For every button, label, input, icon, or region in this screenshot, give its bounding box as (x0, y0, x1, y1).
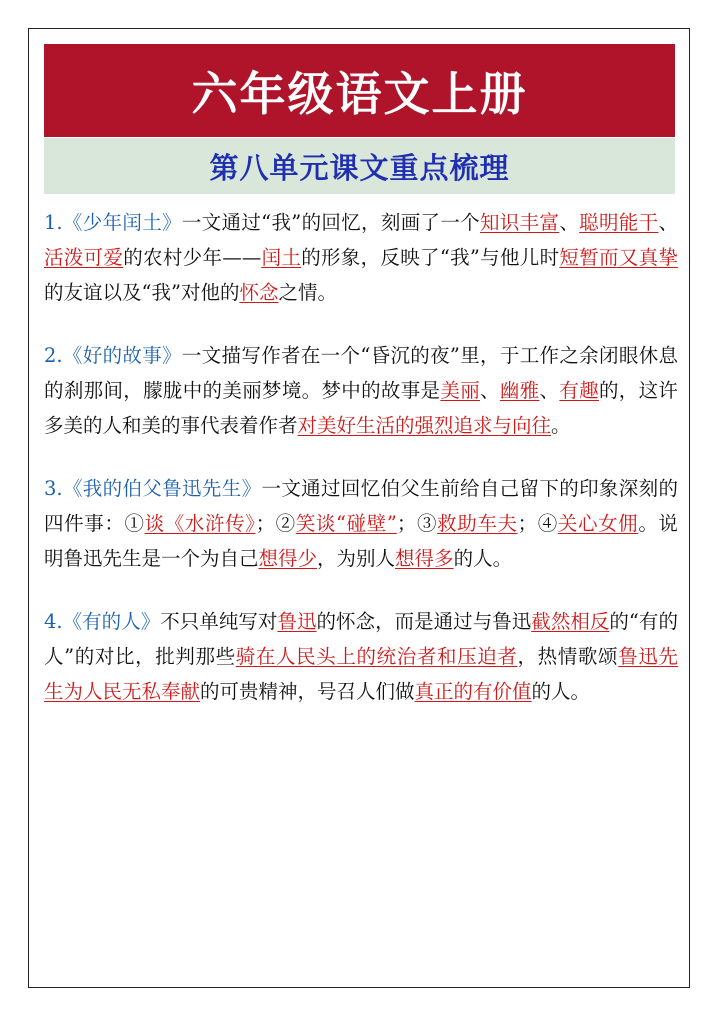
body-text: 的，这许多美的人和美的事代表着作者 (44, 379, 678, 437)
paragraph-1 (44, 205, 678, 310)
body-text: 的人。 (453, 547, 513, 570)
key-phrase: 想得少 (258, 547, 318, 570)
lesson-title: 2.《好的故事》 (44, 344, 182, 367)
body-text: 的人。 (531, 680, 591, 703)
body-text: 之情。 (278, 281, 337, 304)
key-phrase: 骑在人民头上的统治者和压迫者 (235, 645, 518, 668)
paragraph-4 (44, 604, 678, 709)
key-phrase: 知识丰富 (480, 211, 560, 234)
content-body (44, 205, 678, 737)
body-text: 、 (658, 211, 678, 234)
key-phrase: 短暂而又真挚 (559, 246, 678, 269)
body-text: 、 (539, 379, 560, 402)
key-phrase: 真正的有价值 (414, 680, 532, 703)
body-text: 的怀念，而是通过与鲁迅 (316, 610, 532, 633)
lesson-title: 4.《有的人》 (44, 610, 161, 633)
body-text: 的可贵精神，号召人们做 (200, 680, 415, 703)
key-phrase: 聪明能干 (579, 211, 659, 234)
key-phrase: 美丽 (440, 379, 481, 402)
lesson-title: 1.《少年闰土》 (44, 211, 182, 234)
body-text: 、 (480, 379, 500, 402)
key-phrase: 鲁迅先生为人民无私奉献 (44, 645, 678, 703)
body-text: 一文通过回忆伯父生前给自己留下的印象深刻的四件事：① (44, 477, 678, 535)
key-phrase: 想得多 (395, 547, 454, 570)
key-phrase: 幽雅 (499, 379, 540, 402)
paragraph-3 (44, 471, 678, 576)
body-text: 的形象，反映了“我”与他儿时 (301, 246, 560, 269)
key-phrase: 活泼可爱 (44, 246, 124, 269)
body-text: ；② (255, 512, 296, 535)
body-text: 。说明鲁迅先生是一个为自己 (44, 512, 678, 570)
lesson-title: 3.《我的伯父鲁迅先生》 (44, 477, 262, 500)
body-text: ；④ (517, 512, 558, 535)
key-phrase: 救助车夫 (437, 512, 518, 535)
body-text: 的“有的人”的对比，批判那些 (44, 610, 678, 668)
key-phrase: 对美好生活的强烈追求与向往 (297, 414, 552, 437)
key-phrase: 闰土 (261, 246, 302, 269)
body-text: 不只单纯写对 (160, 610, 278, 633)
body-text: 一文通过“我”的回忆，刻画了一个 (181, 211, 481, 234)
page-subtitle: 第八单元课文重点梳理 (209, 150, 510, 185)
body-text: 一文描写作者在一个“昏沉的夜”里，于工作之余闭眼休息的刹那间，朦胧中的美丽梦境。梦中的故事是 (44, 344, 678, 402)
body-text: 、 (559, 211, 580, 234)
key-phrase: 怀念 (239, 281, 279, 304)
body-text: ，为别人 (317, 547, 396, 570)
key-phrase: 笑谈“碰壁” (295, 512, 397, 535)
subtitle-banner (44, 138, 675, 194)
key-phrase: 截然相反 (531, 610, 610, 633)
body-text: ，热情歌颂 (517, 645, 619, 668)
body-text: 的农村少年—— (123, 246, 262, 269)
body-text: 。 (551, 414, 571, 437)
key-phrase: 谈《水浒传》 (144, 512, 256, 535)
key-phrase: 鲁迅 (277, 610, 317, 633)
key-phrase: 关心女佣 (557, 512, 639, 535)
title-banner (44, 44, 675, 137)
body-text: ；③ (396, 512, 438, 535)
key-phrase: 有趣 (559, 379, 599, 402)
page-title: 六年级语文上册 (191, 66, 528, 121)
body-text: 的友谊以及“我”对他的 (44, 281, 240, 304)
paragraph-2 (44, 338, 678, 443)
